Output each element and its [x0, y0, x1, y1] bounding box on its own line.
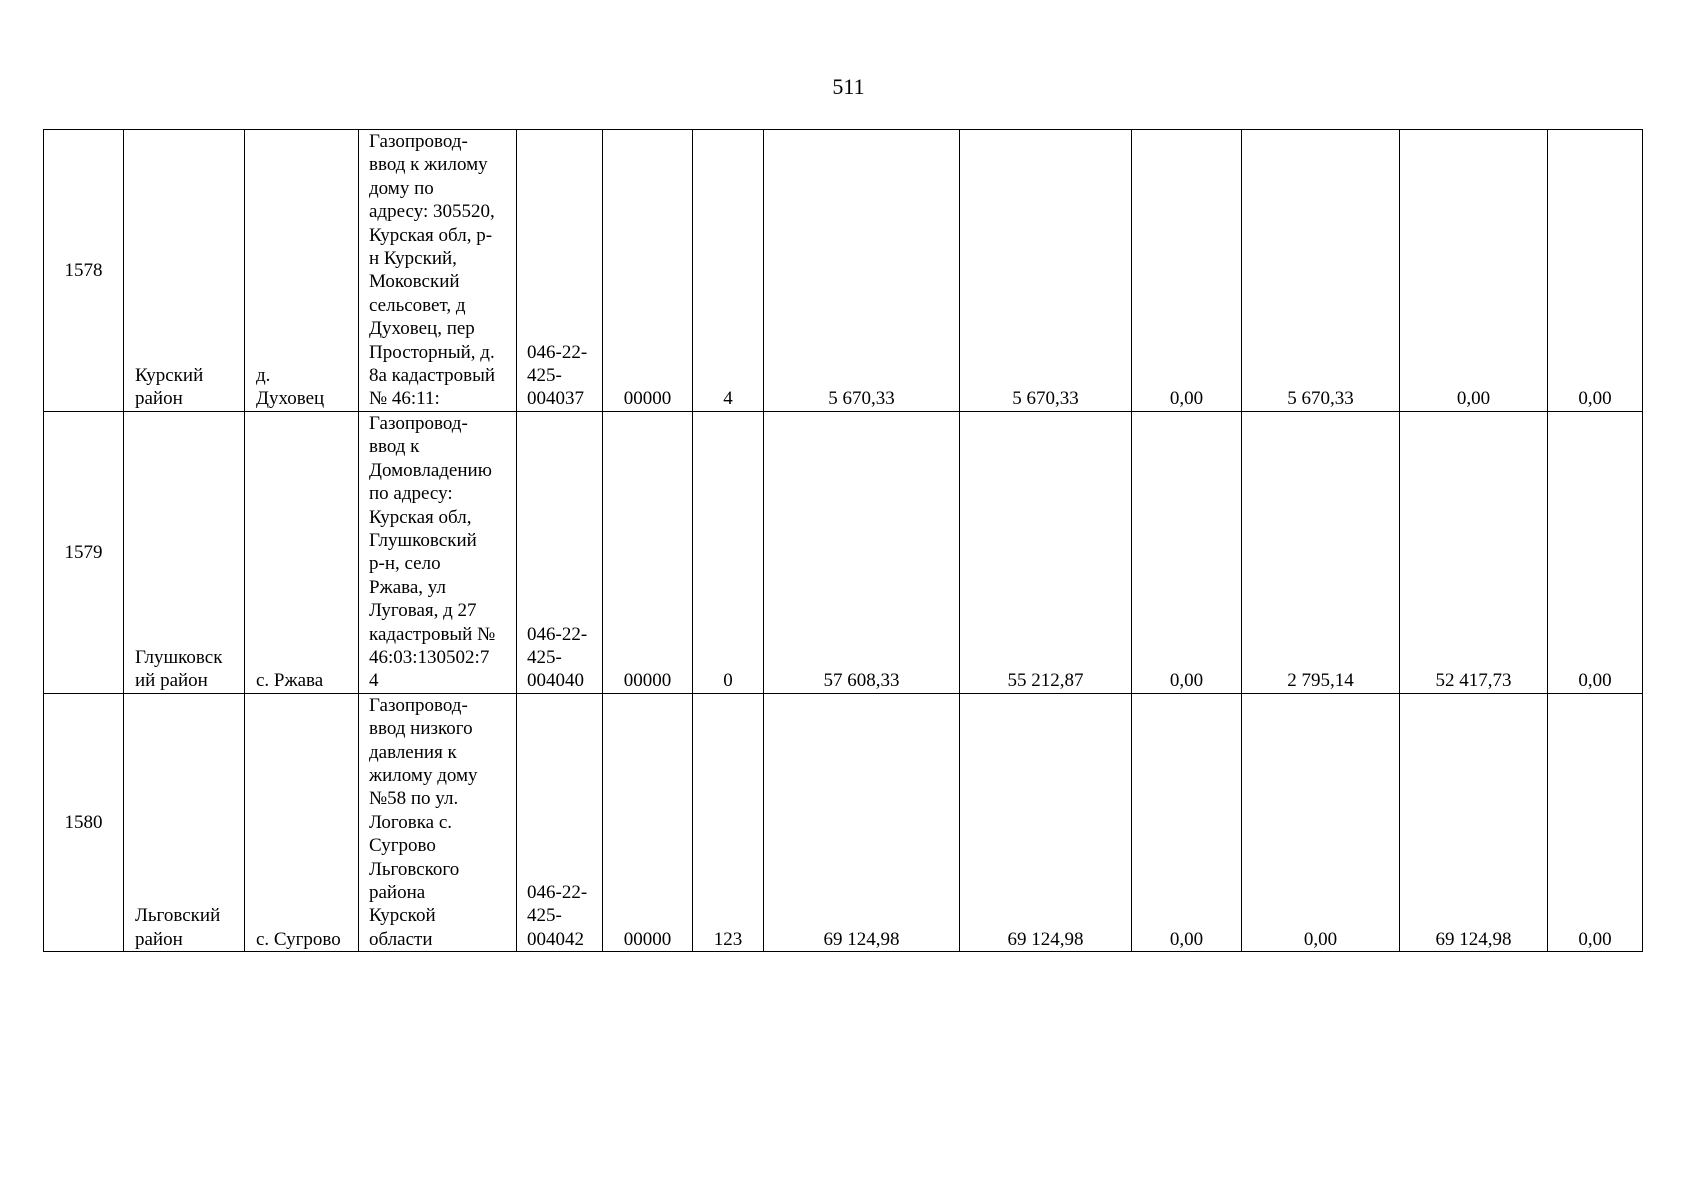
locality-cell: с. Сугрово [245, 693, 359, 951]
code-cell: 00000 [603, 130, 693, 412]
value-cell: 0,00 [1548, 411, 1643, 693]
code-cell: 00000 [603, 693, 693, 951]
value-cell: 0,00 [1132, 130, 1242, 412]
description-cell: Газопровод- ввод к Домовладению по адресу: Курская обл, Глушковский р-н, село Ржава, ул Луговая, д 27 кадастровый № 46:03:130502:7 4 [359, 411, 517, 693]
value-cell: 0,00 [1132, 411, 1242, 693]
row-number: 1578 [44, 130, 124, 412]
district-cell: Глушковск ий район [124, 411, 245, 693]
inventory-code-cell: 046-22- 425- 004042 [517, 693, 603, 951]
value-cell: 52 417,73 [1400, 411, 1548, 693]
value-cell: 2 795,14 [1242, 411, 1400, 693]
value-cell: 69 124,98 [1400, 693, 1548, 951]
description-cell: Газопровод- ввод низкого давления к жилому дому №58 по ул. Логовка с. Сугрово Льговского района Курской области [359, 693, 517, 951]
row-number: 1579 [44, 411, 124, 693]
value-cell: 0,00 [1548, 130, 1643, 412]
locality-cell: д. Духовец [245, 130, 359, 412]
code-cell: 00000 [603, 411, 693, 693]
value-cell: 0,00 [1548, 693, 1643, 951]
locality-cell: с. Ржава [245, 411, 359, 693]
description-cell: Газопровод- ввод к жилому дому по адресу: 305520, Курская обл, р- н Курский, Моковский сельсовет, д Духовец, пер Просторный, д. 8а кадастровый № 46:11: [359, 130, 517, 412]
table-row [44, 693, 1643, 951]
value-cell: 57 608,33 [764, 411, 960, 693]
table-row [44, 411, 1643, 693]
value-cell: 0,00 [1400, 130, 1548, 412]
district-cell: Курский район [124, 130, 245, 412]
row-number: 1580 [44, 693, 124, 951]
inventory-code-cell: 046-22- 425- 004040 [517, 411, 603, 693]
page-number: 511 [832, 74, 865, 99]
value-cell: 5 670,33 [960, 130, 1132, 412]
value-cell: 69 124,98 [764, 693, 960, 951]
inventory-code-cell: 046-22- 425- 004037 [517, 130, 603, 412]
value-cell: 0,00 [1132, 693, 1242, 951]
quantity-cell: 4 [693, 130, 764, 412]
value-cell: 0,00 [1242, 693, 1400, 951]
value-cell: 5 670,33 [764, 130, 960, 412]
quantity-cell: 0 [693, 411, 764, 693]
district-cell: Льговский район [124, 693, 245, 951]
registry-table [43, 129, 1643, 952]
quantity-cell: 123 [693, 693, 764, 951]
value-cell: 5 670,33 [1242, 130, 1400, 412]
table-row [44, 130, 1643, 412]
value-cell: 55 212,87 [960, 411, 1132, 693]
value-cell: 69 124,98 [960, 693, 1132, 951]
